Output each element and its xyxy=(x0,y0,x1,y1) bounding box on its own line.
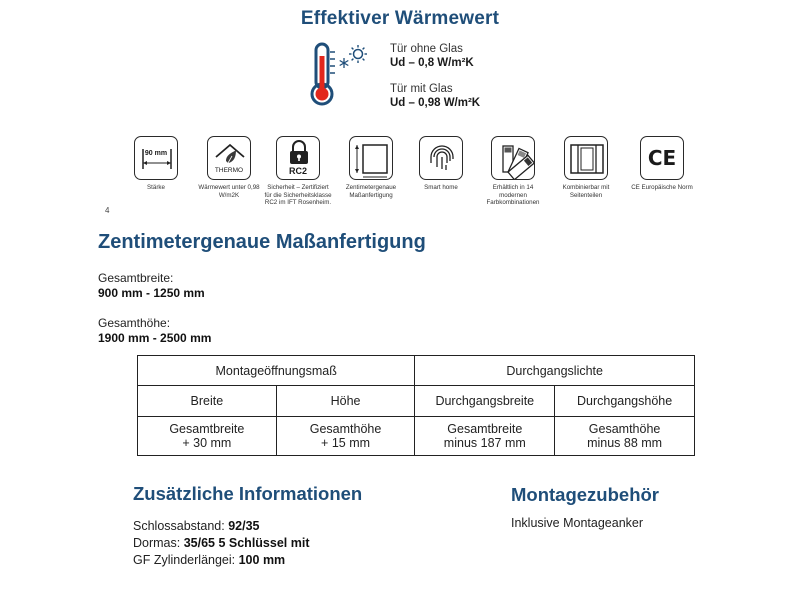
info-value: 35/65 5 Schlüssel mit xyxy=(183,536,310,550)
feature-caption: CE Europäische Norm xyxy=(631,184,693,191)
cell-line: + 30 mm xyxy=(182,436,232,450)
feature-side-panels xyxy=(551,136,621,199)
feature-caption: Sicherheit – Zertifiziert für die Sicherheitsklasse RC2 im IFT Rosenheim. xyxy=(264,184,332,207)
feature-caption: Smart home xyxy=(424,184,458,191)
page-number: 4 xyxy=(105,206,110,215)
color-swatch-icon xyxy=(491,136,535,180)
ce-badge: CE xyxy=(647,146,677,170)
info-cylinder xyxy=(133,552,285,568)
column-header: Höhe xyxy=(276,386,415,417)
ce-mark-icon xyxy=(640,136,684,180)
feature-caption: Erhältlich in 14 modernen Farbkombinationen xyxy=(486,184,540,207)
cell-line: Gesamtbreite xyxy=(447,422,523,436)
u-value-with-glass-value: Ud – 0,98 W/m²K xyxy=(390,97,481,109)
feature-ce xyxy=(627,136,697,192)
u-value-no-glass-value: Ud – 0,8 W/m²K xyxy=(390,57,474,69)
total-width xyxy=(98,271,205,301)
feature-smart-home xyxy=(406,136,476,192)
table-group-header xyxy=(138,356,695,386)
cell-line: Gesamthöhe xyxy=(309,422,382,436)
section-title: Zentimetergenaue Maßanfertigung xyxy=(98,231,426,253)
u-value-no-glass xyxy=(390,42,474,70)
feature-caption: Zentimetergenaue Maßanfertigung xyxy=(345,184,397,199)
cell-line: Gesamtbreite xyxy=(169,422,245,436)
table-cell xyxy=(555,417,695,456)
feature-thermo xyxy=(194,136,264,199)
total-height-label: Gesamthöhe: xyxy=(98,316,171,330)
feature-caption: Wärmewert unter 0,98 W/m2K xyxy=(198,184,260,199)
feature-measure xyxy=(336,136,406,199)
info-label: Dormas: xyxy=(133,536,181,550)
info-label: Schlossabstand: xyxy=(133,519,225,533)
table-cell xyxy=(138,417,277,456)
info-lock-distance xyxy=(133,518,260,534)
thermometer-icon xyxy=(306,42,386,108)
table-column-header xyxy=(138,386,695,417)
feature-thickness xyxy=(121,136,191,192)
total-height xyxy=(98,316,211,346)
info-value: 92/35 xyxy=(228,519,260,533)
cell-line: minus 187 mm xyxy=(443,436,526,450)
thermo-house-icon xyxy=(207,136,251,180)
group-header-opening: Montageöffnungsmaß xyxy=(138,356,415,386)
table-row xyxy=(138,417,695,456)
total-width-value: 900 mm - 1250 mm xyxy=(98,286,205,300)
cell-line: Gesamthöhe xyxy=(588,422,661,436)
measure-frame-icon xyxy=(349,136,393,180)
rc2-lock-icon xyxy=(276,136,320,180)
heat-value-title: Effektiver Wärmewert xyxy=(300,8,500,29)
accessories-title: Montagezubehör xyxy=(511,484,659,505)
additional-info-title: Zusätzliche Informationen xyxy=(133,483,363,504)
info-dormas xyxy=(133,535,309,551)
thickness-badge: 90 mm xyxy=(144,150,168,157)
dimensions-table xyxy=(137,355,695,456)
thermo-badge: THERMO xyxy=(214,167,244,174)
cell-line: + 15 mm xyxy=(321,436,371,450)
feature-caption: Stärke xyxy=(147,184,165,191)
u-value-with-glass xyxy=(390,82,480,110)
rc2-badge: RC2 xyxy=(288,166,307,176)
cell-line: minus 88 mm xyxy=(587,436,663,450)
total-width-label: Gesamtbreite: xyxy=(98,271,174,285)
table-cell xyxy=(415,417,555,456)
info-value: 100 mm xyxy=(238,553,286,567)
info-label: GF Zylinderlängei: xyxy=(133,553,236,567)
side-panel-icon xyxy=(564,136,608,180)
total-height-value: 1900 mm - 2500 mm xyxy=(98,331,212,345)
column-header: Durchgangshöhe xyxy=(555,386,695,417)
column-header: Durchgangsbreite xyxy=(415,386,555,417)
feature-caption: Kombinierbar mit Seitenteilen xyxy=(562,184,610,199)
column-header: Breite xyxy=(138,386,277,417)
table-cell xyxy=(276,417,415,456)
fingerprint-icon xyxy=(419,136,463,180)
feature-colors xyxy=(478,136,548,207)
accessories-text: Inklusive Montageanker xyxy=(511,516,644,530)
u-value-no-glass-label: Tür ohne Glas xyxy=(390,43,463,55)
group-header-clearance: Durchgangslichte xyxy=(415,356,695,386)
feature-rc2 xyxy=(263,136,333,207)
u-value-with-glass-label: Tür mit Glas xyxy=(390,83,453,95)
thickness-icon xyxy=(134,136,178,180)
